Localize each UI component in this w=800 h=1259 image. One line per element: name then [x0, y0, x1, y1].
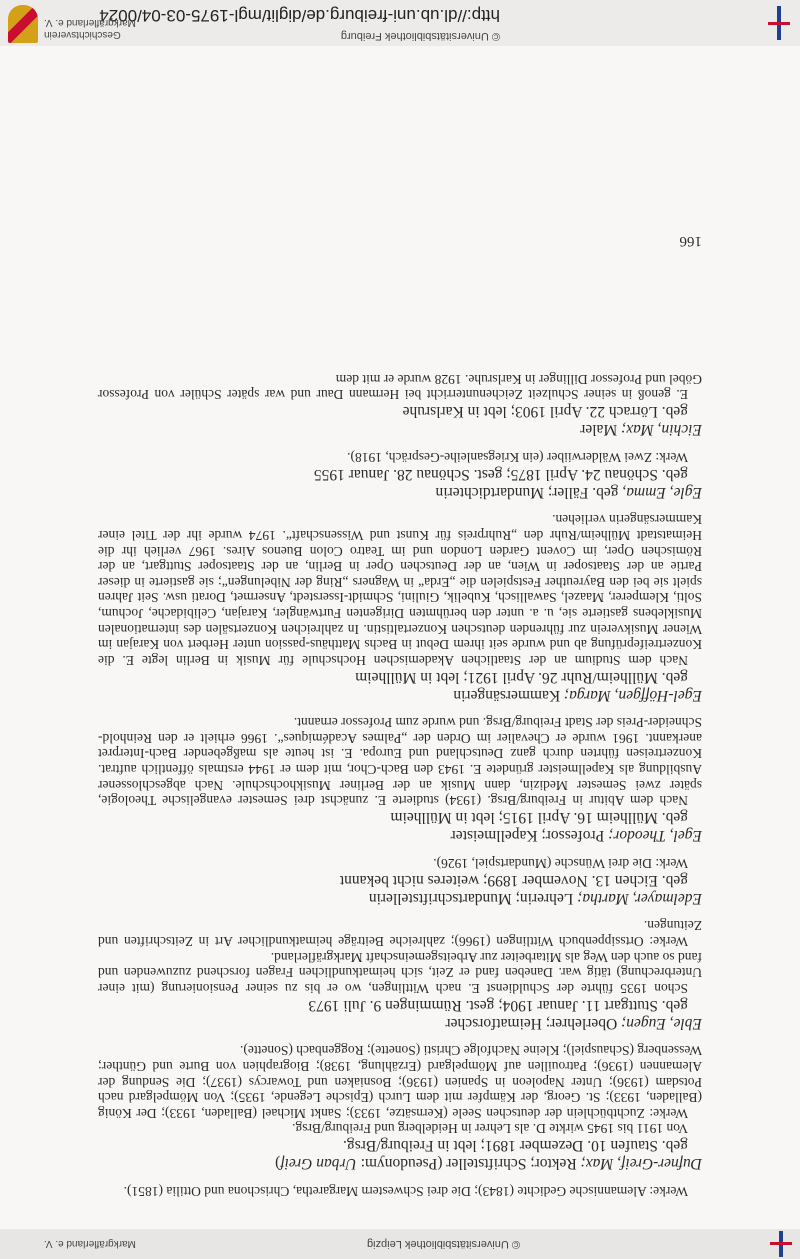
body-paragraph: Werk: Zwei Wälderwiiber (ein Kriegsanleihe-Gespräch, 1918). — [347, 449, 688, 465]
entry-birth-line: geb. Müllheim/Ruhr 26. April 1921; lebt in Müllheim — [355, 668, 688, 686]
document-text — [98, 371, 702, 1199]
entry-name: Egel-Höffgen, Marga; — [563, 686, 702, 704]
entry-birth-line: geb. Lörrach 22. April 1903; lebt in Karlsruhe — [402, 403, 688, 421]
paragraph-gap — [98, 704, 702, 715]
entry-name: Egle, Emma, — [622, 483, 702, 501]
entry-role: geb. Fäller; Mundartdichterin — [435, 483, 623, 501]
entry-birth-line: geb. Eichen 13. November 1899; weiteres nicht bekannt — [339, 871, 688, 889]
entry-birth-line: geb. Staufen 10. Dezember 1891; lebt in Freiburg/Brsg. — [343, 1137, 688, 1155]
entry-name: Eble, Eugen; — [621, 1014, 702, 1032]
entry-heading — [98, 483, 702, 501]
body-paragraph: Nach dem Studium an der Staatlichen Akademischen Hochschule für Musik in Berlin legte E. die Konzertreifeprüfung ab und wurde seit ihrem Debut in Bachs Matthäus-passion unter Herbert von Karajan im Wiener Musikverein zur führenden deutschen Konzertaltistin. In zahlreichen Konzertsälen des internationalen Musiklebens gastierte sie, u. a. unter den berühmten Dirigenten Furtwängler, Karajan, Celibidache, Jochum, Solti, Klemperer, Maazel, Sawallisch, Kubelik, Giulini, Schmidt-Isserstedt, Ansermet, Dorati usw. Seit Jahren spielt sie bei den Bayreuther Festspielen die „Erda“ in Wagners „Ring der Nibelungen“; sie gastierte in dieser Partie an der Staatsoper in Wien, an der Deutschen Oper in Berlin, an der Staatsoper Stuttgart, an der Römischen Oper, im Covent Garden London und im Teatro Colon Buenos Aires. 1967 verlieh ihr die Heimatstadt Mülheim/Ruhr den „Ruhrpreis für Kunst und Wissenschaft“. 1974 wurde ihr der Titel einer Kammersängerin verliehen. — [98, 512, 702, 668]
paragraph-gap — [98, 1172, 702, 1183]
paragraph-gap — [98, 501, 702, 512]
entry-name: Edelmayer, Martha; — [577, 889, 702, 907]
entry-role: Maler — [580, 421, 622, 439]
body-paragraph: E. genoß in seiner Schulzeit Zeichenunterricht bei Hermann Daur und war später Schüler von Professor Göbel und Professor Dillinger in Karlsruhe. 1928 wurde er mit dem — [98, 371, 702, 403]
entry-heading — [98, 686, 702, 704]
library-credit: © Universitätsbibliothek Leipzig — [366, 1238, 520, 1250]
entry-name: Dufner-Greif, Max; — [580, 1155, 702, 1173]
entry-role: Oberlehrer; Heimatforscher — [445, 1014, 622, 1032]
viewer-bottom-strip — [0, 0, 800, 46]
viewer-top-strip — [0, 1229, 800, 1259]
document-url-link[interactable]: http://dl.ub.uni-freiburg.de/diglit/mgl-1975-03-04/0024 — [99, 6, 500, 25]
body-paragraph: Schon 1935 führte der Schuldienst E. nach Wittlingen, wo er bis zu seiner Pensionierung (mit einer Unterbrechung) tätig war. Daneben fand er Zeit, sich heimatkundlichen Fragen forschend zuzuwenden und fand so auch den Weg als Mitarbeiter zur Arbeitsgemeinschaft Markgräflerland. — [98, 949, 702, 996]
entry-role: Rektor; Schriftsteller (Pseudonym: — [356, 1155, 581, 1173]
entry-tail: ) — [275, 1155, 281, 1173]
body-paragraph: Werke: Ortssippenbuch Wittlingen (1966); zahlreiche Beiträge heimatkundlicher Art in Zeitschriften und Zeitungen. — [98, 918, 702, 950]
body-paragraph: Werk: Die drei Wünsche (Mundartspiel, 1926). — [433, 855, 688, 871]
society-label: Geschichtsverein Markgräflerland e. V. — [44, 17, 136, 40]
entry-birth-line: geb. Schönau 24. April 1875; gest. Schönau 28. Januar 1955 — [313, 465, 688, 483]
page-number: 166 — [679, 233, 702, 249]
entry-heading — [98, 1014, 702, 1032]
library-credit: © Universitätsbibliothek Freiburg — [340, 30, 500, 42]
society-name: Markgräflerland e. V. — [44, 1238, 136, 1249]
paragraph-gap — [98, 844, 702, 855]
entry-role: Professor; Kapellmeister — [450, 827, 609, 845]
body-paragraph: Von 1911 bis 1945 wirkte D. als Lehrer in Heidelberg und Freiburg/Brsg. — [292, 1121, 688, 1137]
body-paragraph: Nach dem Abitur in Freiburg/Brsg. (1934) studierte E. zunächst drei Semester evangelische Theologie, später zwei Semester Medizin, dann Musik an der Berliner Musikhochschule. Nach abgeschlossener Ausbildung als Kapellmeister gründete E. 1943 den Bach-Chor, mit dem er 1944 erstmals öffentlich auftrat. Konzertreisen führten durch ganz Deutschland und Europa. E. ist heute als maßgebender Bach-Interpret anerkannt. 1961 wurde er Chevalier im Orden der „Palmes Académiques“. 1966 erhielt er den Reinhold-Schneider-Preis der Stadt Freiburg/Brsg. und wurde zum Professor ernannt. — [98, 715, 702, 809]
entry-name: Egel, Theodor; — [608, 827, 702, 845]
entry-heading — [98, 889, 702, 907]
university-library-logo-icon — [770, 1231, 792, 1257]
society-shield-icon — [8, 5, 38, 43]
paragraph-gap — [98, 1032, 702, 1043]
entry-heading — [98, 826, 702, 844]
entry-name: Eichin, Max; — [621, 421, 702, 439]
body-paragraph: Werke: Zuchtbüchlein der deutschen Seele (Kernsätze, 1933); Sankt Michael (Balladen, 1933); Der König (Balladen, 1933); St. Georg, der Kämpfer mit dem Lurch (Epische Legende, 1935); Von Mömpelgard nach Potsdam (1936); Unter Napoleon in Spanien (1936); Bosniaken und Towarcys (1937); Die Sendung der Alemannen (1936); Patrouillen auf Mömpelgard (Erzählung, 1938); Biographien von Burte und Günther; Wessenberg (Schauspiel); Kleine Nachfolge Christi (Sonette); Roggenbach (Sonette). — [98, 1043, 702, 1121]
entry-role: Lehrerin; Mundartschriftstellerin — [368, 889, 578, 907]
paragraph-gap — [98, 438, 702, 449]
entry-heading — [98, 1154, 702, 1172]
university-library-logo-icon — [768, 6, 790, 40]
entry-birth-line: geb. Müllheim 16. April 1915; lebt in Müllheim — [390, 809, 688, 827]
entry-heading — [98, 420, 702, 438]
entry-birth-line: geb. Stuttgart 11. Januar 1904; gest. Rümmingen 9. Juli 1973 — [308, 996, 688, 1014]
body-paragraph: Werke: Alemannische Gedichte (1843); Die drei Schwestern Margaretha, Chrischona und Ottilia (1851). — [123, 1184, 688, 1199]
paragraph-gap — [98, 907, 702, 918]
entry-alias: Urban Greif — [280, 1155, 357, 1173]
entry-role: Kammersängerin — [453, 686, 564, 704]
